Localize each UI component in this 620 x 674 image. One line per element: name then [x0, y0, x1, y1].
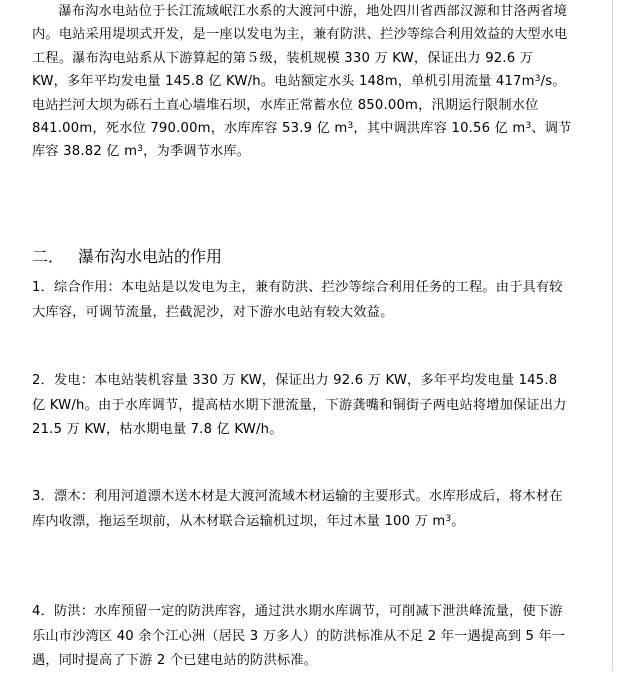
- list-item-text: 1．综合作用：本电站是以发电为主，兼有防洪、拦沙等综合利用任务的工程。由于具有较大库容，可调节流量，拦截泥沙，对下游水电站有较大效益。: [32, 280, 563, 320]
- intro-paragraph: [32, 0, 572, 164]
- section-heading: [32, 245, 222, 269]
- list-item-power: [32, 369, 572, 443]
- list-item-tail: 。: [451, 513, 465, 529]
- list-item-text: 3．漂木：利用河道漂木送木材是大渡河流域木材运输的主要形式。水库形成后，将木材在库内收漂，拖运至坝前，从木材联合运输机过坝，年过木量 100 万 m: [32, 489, 563, 529]
- list-item-timber: [32, 485, 572, 534]
- page-edge-divider: [612, 0, 613, 671]
- superscript: 3: [137, 144, 144, 155]
- superscript: 3: [534, 74, 541, 85]
- section-number: 二．: [32, 247, 65, 266]
- intro-text-3: ，其中调洪库容 10.56 亿 m: [353, 121, 526, 137]
- intro-text-4: 、调节库容 38.82 亿 m: [32, 121, 572, 160]
- intro-text-2: /s。电站拦河大坝为砾石土直心墙堆石坝，水库正常蓄水位 850.00m，汛期运行限制水位 841.00m，死水位 790.00m，水库库容 53.9 亿 m: [32, 74, 566, 137]
- list-item-flood-control: [32, 600, 572, 674]
- list-item-comprehensive: [32, 276, 572, 325]
- superscript: 3: [445, 513, 452, 524]
- intro-text-1: 瀑布沟水电站位于长江流域岷江水系的大渡河中游，地处四川省西部汉源和甘洛两省境内。电站采用堤坝式开发，是一座以发电为主，兼有防洪、拦沙等综合利用效益的大型水电工程。瀑布沟电站系从下游算起的第５级，装机规模 330 万 KW，保证出力 92.6 万 KW，多年平均发电量 145.8 亿 KW/h。电站额定水头 148m，单机引用流量 417m: [32, 4, 568, 90]
- list-item-text: 2．发电：本电站装机容量 330 万 KW，保证出力 92.6 万 KW，多年平均发电量 145.8 亿 KW/h。由于水库调节，提高枯水期下泄流量，下游龚嘴和铜街子两电站将增加保证出力 21.5 万 KW，枯水期电量 7.8 亿 KW/h。: [32, 373, 567, 437]
- list-item-text: 4．防洪：水库预留一定的防洪库容，通过洪水期水库调节，可削减下泄洪峰流量，使下游乐山市沙湾区 40 余个江心洲（居民 3 万多人）的防洪标准从不足 2 年一遇提高到 5 年一遇，同时提高了下游 2 个已建电站的防洪标准。: [32, 604, 566, 668]
- section-title: 瀑布沟水电站的作用: [78, 247, 223, 266]
- superscript: 3: [525, 120, 532, 131]
- superscript: 3: [347, 120, 354, 131]
- intro-text-5: ，为季调节水库。: [143, 144, 251, 160]
